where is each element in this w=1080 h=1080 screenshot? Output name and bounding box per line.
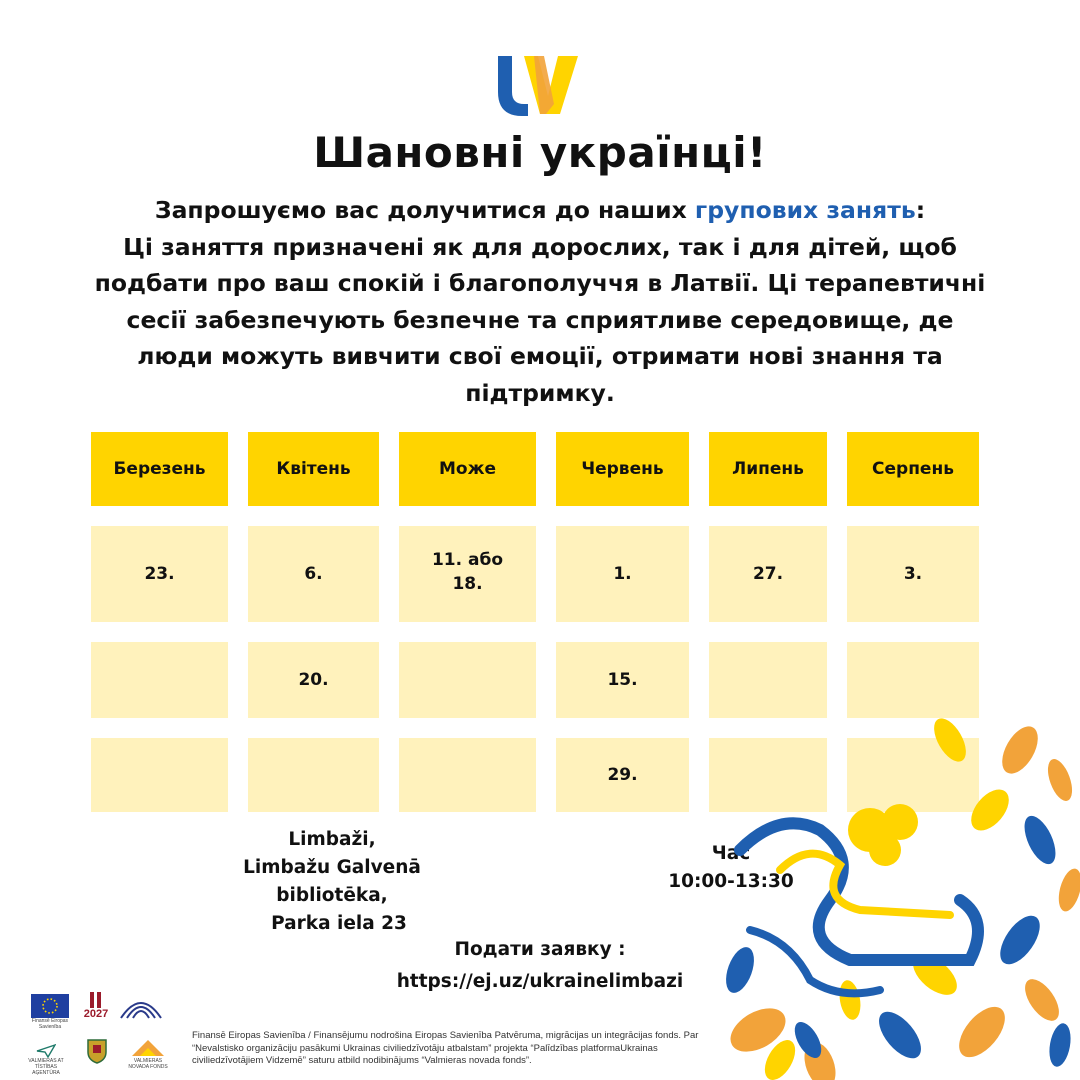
apply-link[interactable]: https://ej.uz/ukrainelimbazi <box>396 971 684 992</box>
arch-icon <box>118 994 164 1020</box>
date-cell: 23. <box>91 526 228 622</box>
2027-mark-icon <box>86 992 106 1008</box>
2027-logo <box>78 992 114 1020</box>
eu-logo <box>30 994 70 1030</box>
date-cell: 1. <box>556 526 689 622</box>
date-cell: 29. <box>556 738 689 812</box>
intro-text-before: Запрошуємо вас долучитися до наших <box>154 196 695 224</box>
agency-logo-caption: VALMIERAS AT TĪSTĪBAS AĢENTŪRA <box>28 1058 64 1076</box>
month-header: Серпень <box>847 432 979 506</box>
date-cell: 6. <box>248 526 379 622</box>
date-cell: 27. <box>709 526 827 622</box>
time-label: Час <box>711 843 751 864</box>
month-header: Березень <box>91 432 228 506</box>
month-header: Липень <box>709 432 827 506</box>
location-line: bibliotēka, <box>276 885 388 906</box>
date-cell: 15. <box>556 642 689 718</box>
eu-flag-icon <box>31 994 69 1018</box>
intro-paragraph <box>90 192 990 411</box>
month-header: Може <box>399 432 536 506</box>
location-line: Parka iela 23 <box>271 913 407 934</box>
date-cell: 11. або 18. <box>399 526 536 622</box>
page-title: Шановні українці! <box>313 128 767 177</box>
intro-highlight: групових занять <box>694 196 916 224</box>
intro-text-after: : Ці заняття призначені як для дорослих, так і для дітей, щоб подбати про ваш спокій і благополуччя в Латвії. Ці терапевтичні сесії забезпечують безпечне та сприятливе середовище, де люди можуть вивчити свої емоції, отримати нові знання та підтримку. <box>94 196 986 407</box>
location-line: Limbaži, <box>288 829 376 850</box>
date-cell <box>399 642 536 718</box>
date-cell <box>399 738 536 812</box>
arch-logo <box>118 994 164 1020</box>
date-cell <box>91 738 228 812</box>
date-cell: 20. <box>248 642 379 718</box>
coat-of-arms-logo <box>82 1038 112 1064</box>
date-cell <box>248 738 379 812</box>
location-block <box>222 826 442 938</box>
partner-logos <box>26 992 176 1076</box>
2027-logo-caption: 2027 <box>83 1008 109 1020</box>
coat-of-arms-icon <box>86 1038 108 1064</box>
apply-block <box>380 934 700 998</box>
agency-logo <box>26 1044 66 1076</box>
location-line: Limbažu Galvenā <box>243 857 421 878</box>
fund-mark-icon <box>130 1038 166 1058</box>
eu-logo-caption: Finansē Eiropas Savienība <box>31 1018 69 1030</box>
time-value: 10:00-13:30 <box>668 871 794 892</box>
month-header: Червень <box>556 432 689 506</box>
floral-decoration <box>720 700 1080 1080</box>
fund-logo <box>124 1038 172 1070</box>
date-cell <box>91 642 228 718</box>
footer-disclaimer: Finansē Eiropas Savienība / Finansējumu nodrošina Eiropas Savienība Patvēruma, migrācijas un integrācijas fonds. Par “Nevalstisko organizāciju pasākumi Ukrainas civiliedzīvotāju atbalstam” projekta “Palīdzības platformaUkrainas civiliedzīvotājiem Vidzemē” saturu atbild nodibinājums “Valmieras novada fonds”. <box>192 1030 699 1066</box>
paper-plane-icon <box>36 1044 56 1058</box>
fund-logo-caption: VALMIERAS NOVADA FONDS <box>128 1058 168 1070</box>
date-cell: 3. <box>847 526 979 622</box>
month-header: Квітень <box>248 432 379 506</box>
uv-logo <box>494 52 580 118</box>
apply-label: Подати заявку : <box>454 939 626 960</box>
